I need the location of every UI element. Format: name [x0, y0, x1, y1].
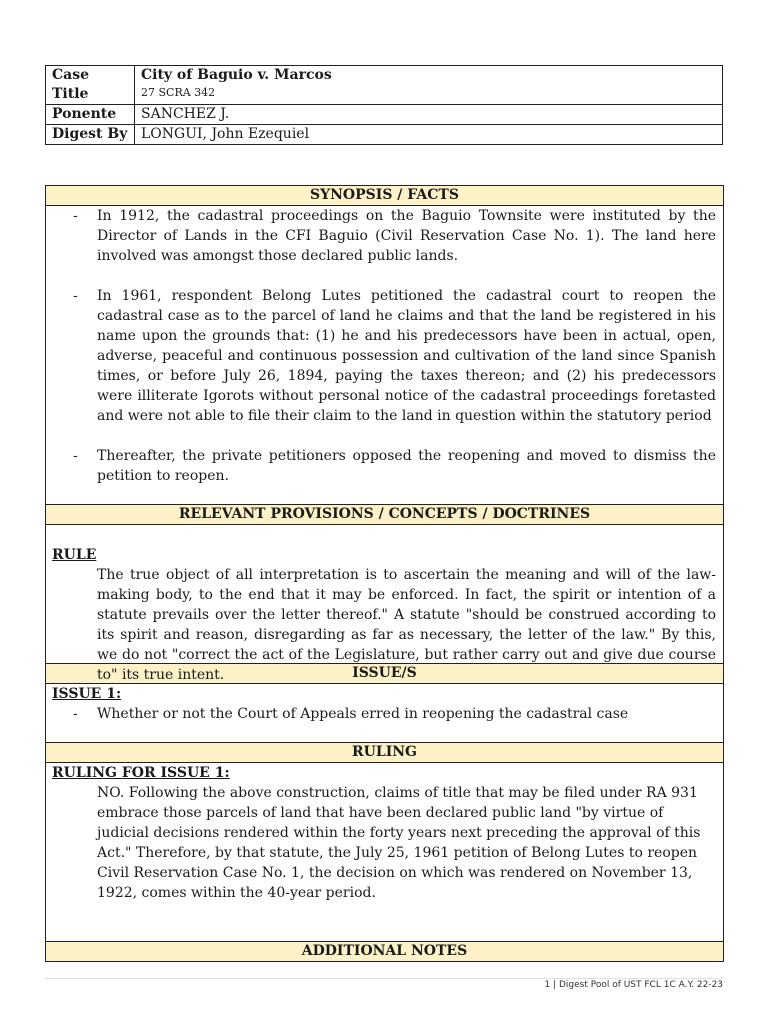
fact-text-3: Thereafter, the private petitioners opposed the reopening and moved to dismiss the petition to reopen. [97, 448, 716, 484]
notes-heading: ADDITIONAL NOTES [46, 941, 723, 961]
ponente-label: Ponente [46, 105, 135, 125]
digest-by-value: LONGUI, John Ezequiel [135, 125, 723, 145]
footer-divider [45, 978, 723, 979]
doctrines-heading: RELEVANT PROVISIONS / CONCEPTS / DOCTRINES [46, 504, 723, 525]
fact-text-1: In 1912, the cadastral proceedings on the Baguio Townsite were instituted by the Director of Lands in the CFI Baguio (Civil Reservation Case No. 1). The land here involved was amongst those declared public lands. [97, 208, 716, 264]
synopsis-heading: SYNOPSIS / FACTS [46, 186, 723, 206]
bullet-dash: - [73, 448, 78, 464]
bullet-dash: - [73, 288, 78, 304]
bullet-dash: - [73, 706, 78, 722]
fact-bullet-3 [46, 446, 723, 486]
ruling-section [46, 763, 723, 941]
case-title-row [46, 66, 723, 105]
case-title-label: Case Title [46, 66, 135, 105]
page-footer: 1 | Digest Pool of UST FCL 1C A.Y. 22-23 [544, 980, 723, 990]
issue-label: ISSUE 1: [52, 686, 122, 702]
issue-bullet-1 [46, 704, 723, 724]
bullet-dash: - [73, 208, 78, 224]
issues-heading: ISSUE/S [46, 663, 723, 684]
case-title: City of Baguio v. Marcos [141, 67, 332, 83]
rule-label: RULE [52, 547, 97, 563]
ponente-row [46, 105, 723, 125]
ruling-text: NO. Following the above construction, claims of title that may be filed under RA 931 embrace those parcels of land that have been declared public land "by virtue of judicial decisions rendered within the forty years next preceding the approval of this Act." Therefore, by that statute, the July 25, 1961 petition of Belong Lutes to reopen Civil Reservation Case No. 1, the decision on which was rendered on November 13, 1922, comes within the 40-year period. [97, 785, 701, 901]
fact-text-2: In 1961, respondent Belong Lutes petitioned the cadastral court to reopen the cadastral case as to the parcel of land he claims and that the land be registered in his name upon the grounds that: (1) he and his predecessors have been in actual, open, adverse, peaceful and continuous possession and cultivation of the land since Spanish times, or before July 26, 1894, paying the taxes thereon; and (2) his predecessors were illiterate Igorots without personal notice of the cadastral proceedings foretasted and were not able to file their claim to the land in question within the statutory period [97, 288, 716, 424]
case-info-table [45, 65, 723, 145]
issues-section [46, 684, 723, 742]
rule-text: The true object of all interpretation is to ascertain the meaning and will of the law-making body, to the end that it may be enforced. In fact, the spirit or intention of a statute prevails over the letter thereof." A statute "should be construed according to its spirit and reason, disregarding as far as necessary, the letter of the law." By this, we do not "correct the act of the Legislature, but rather carry out and give due course to" its true intent. [97, 567, 716, 683]
ponente-value: SANCHEZ J. [135, 105, 723, 125]
digest-row [46, 125, 723, 145]
synopsis-section [46, 206, 723, 504]
case-citation: 27 SCRA 342 [141, 86, 216, 99]
case-title-cell [135, 66, 723, 105]
ruling-heading: RULING [46, 742, 723, 763]
ruling-label: RULING FOR ISSUE 1: [52, 765, 230, 781]
fact-bullet-1 [46, 206, 723, 266]
issue-text: Whether or not the Court of Appeals erred in reopening the cadastral case [97, 706, 629, 722]
digest-by-label: Digest By [46, 125, 135, 145]
digest-body [45, 185, 724, 962]
fact-bullet-2 [46, 286, 723, 426]
